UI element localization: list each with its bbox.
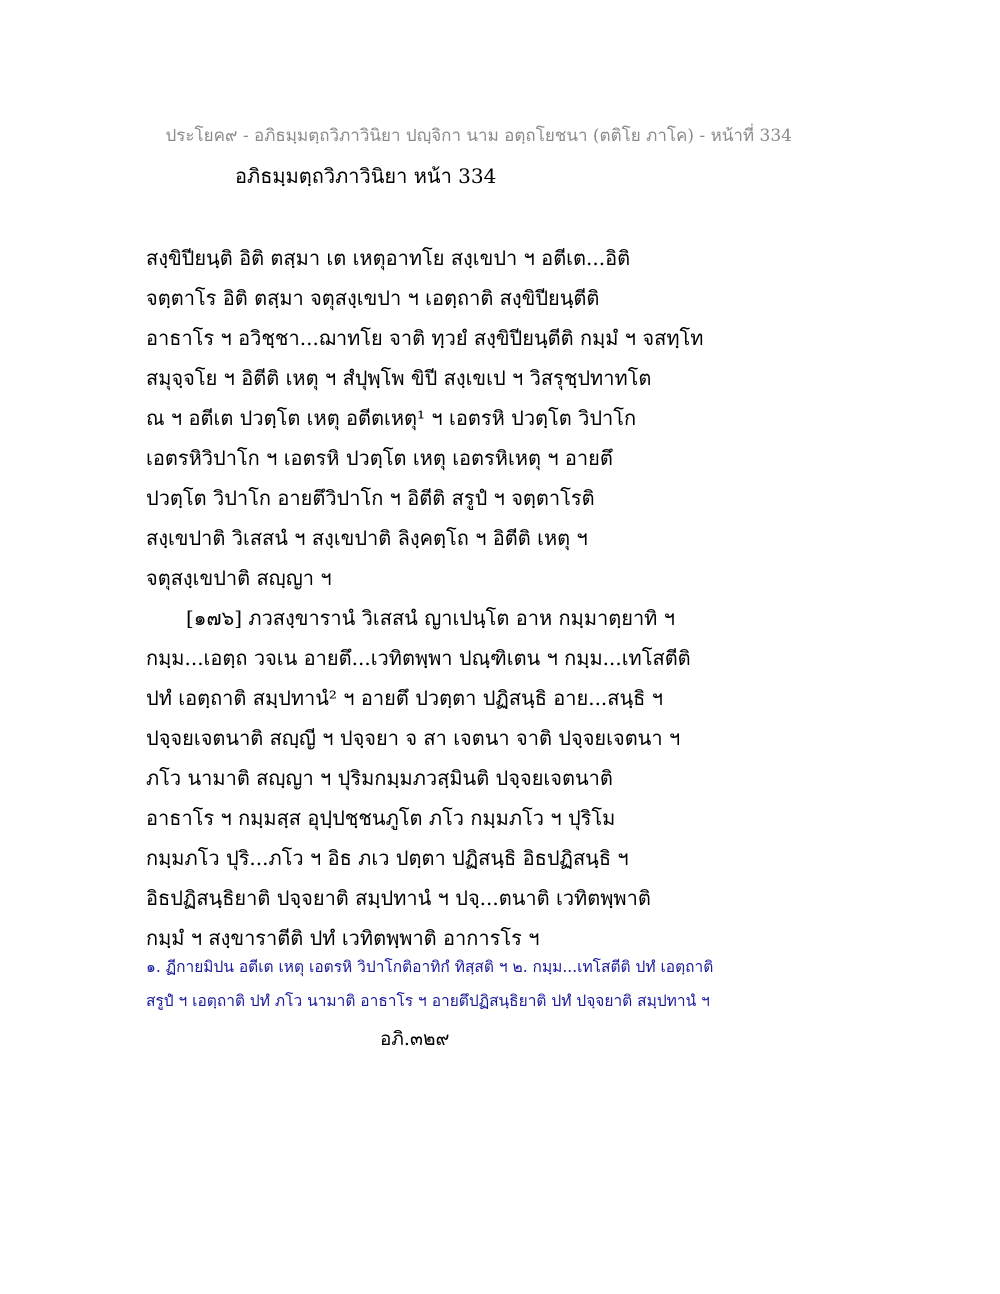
footnotes [146,950,846,1018]
body-text [146,238,846,958]
body-line: สมุจฺจโย ฯ อิตีติ เหตุ ฯ สํปุพฺโพ ขิปี สงฺเขเป ฯ วิสรุชฺปทาทโต [146,366,652,390]
body-line: สงฺขิปียนฺติ อิติ ตสฺมา เต เหตุอาทโย สงฺเขปา ฯ อตีเต...อิติ [146,246,631,270]
body-line: ปวตฺโต วิปาโก อายตึวิปาโก ฯ อิตีติ สรูปํ ฯ จตฺตาโรติ [146,486,595,510]
body-line: อาธาโร ฯ อวิชฺชา...ฌาทโย จาติ ทฺวยํ สงฺขิปียนฺตีติ กมฺมํ ฯ จสทฺโท [146,326,704,350]
body-line: เอตรหิวิปาโก ฯ เอตรหิ ปวตฺโต เหตุ เอตรหิเหตุ ฯ อายตึ [146,446,613,470]
body-line: จตุสงฺเขปาติ สญฺญา ฯ [146,566,332,590]
body-line: สงฺเขปาติ วิเสสนํ ฯ สงฺเขปาติ ลิงฺคตฺโถ ฯ อิตีติ เหตุ ฯ [146,526,588,550]
body-line: กมฺมํ ฯ สงฺขาราตีติ ปทํ เวทิตพฺพาติ อาการโร ฯ [146,926,540,950]
body-line: จตฺตาโร อิติ ตสฺมา จตุสงฺเขปา ฯ เอตฺถาติ สงฺขิปียนฺตีติ [146,286,600,310]
footnote-line: ๑. ฏีกายมิปน อตีเต เหตุ เอตรหิ วิปาโกติอาทิกํ ทิสฺสติ ฯ ๒. กมฺม...เทโสตีติ ปทํ เอตฺถาติ [146,958,714,976]
footnote-line: สรูปํ ฯ เอตฺถาติ ปทํ ภโว นามาติ อาธาโร ฯ อายตึปฏิสนฺธิยาติ ปทํ ปจฺจยาติ สมฺปทานํ ฯ [146,992,710,1010]
page-title: อภิธมฺมตฺถวิภาวินิยา หน้า 334 [235,164,497,188]
body-line: ปทํ เอตฺถาติ สมฺปทานํ² ฯ อายตึ ปวตฺตา ปฏิสนฺธิ อาย...สนฺธิ ฯ [146,686,663,710]
page-reference: อภิ.๓๒๙ [380,1028,450,1050]
body-line: ภโว นามาติ สญฺญา ฯ ปุริมกมฺมภวสฺมินติ ปจฺจยเจตนาติ [146,766,613,790]
paragraph-start-line: [๑๗๖] ภวสงฺขารานํ วิเสสนํ ญาเปนฺโต อาห กมฺมาตฺยาทิ ฯ [186,606,675,630]
body-line: ณ ฯ อตีเต ปวตฺโต เหตุ อตีตเหตุ¹ ฯ เอตรหิ ปวตฺโต วิปาโก [146,406,637,430]
body-line: กมฺม...เอตฺถ วจเน อายตึ...เวทิตพฺพา ปณฺฑิเตน ฯ กมฺม...เทโสตีติ [146,646,691,670]
body-line: อิธปฏิสนฺธิยาติ ปจฺจยาติ สมฺปทานํ ฯ ปจฺ...ตนาติ เวทิตพฺพาติ [146,886,651,910]
body-line: อาธาโร ฯ กมฺมสฺส อุปฺปชฺชนภูโต ภโว กมฺมภโว ฯ ปุริโม [146,806,616,830]
body-line: กมฺมภโว ปุริ...ภโว ฯ อิธ ภเว ปตฺตา ปฏิสนฺธิ อิธปฏิสนฺธิ ฯ [146,846,629,870]
running-header: ประโยค๙ - อภิธมฺมตฺถวิภาวินิยา ปญฺจิกา นาม อตฺถโยชนา (ตติโย ภาโค) - หน้าที่ 334 [165,126,792,146]
body-line: ปจฺจยเจตนาติ สญฺญี ฯ ปจฺจยา จ สา เจตนา จาติ ปจฺจยเจตนา ฯ [146,726,681,750]
